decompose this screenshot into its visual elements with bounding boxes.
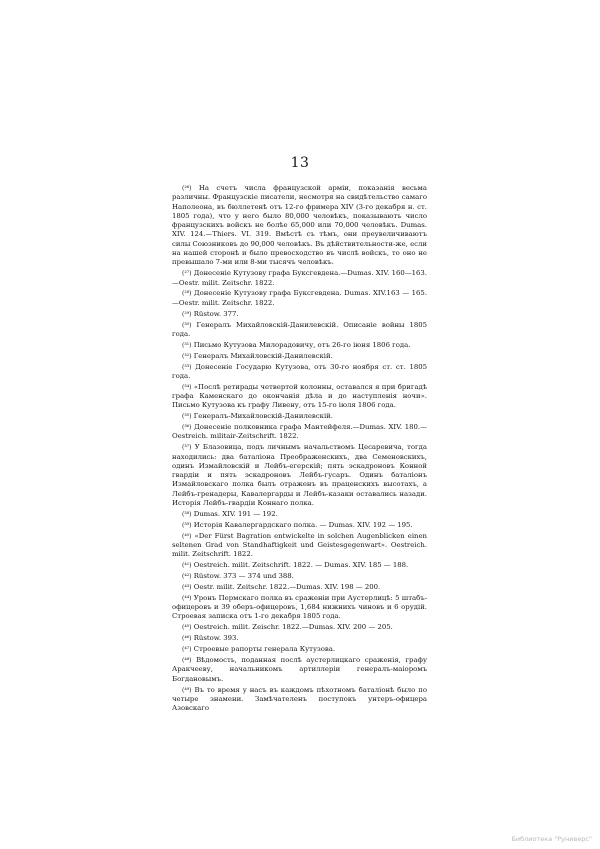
page-number: 13 xyxy=(290,155,310,171)
footnote-number: (⁴⁸) xyxy=(182,657,192,665)
footnote xyxy=(172,532,427,560)
footnote-text: Rüstow. 377. xyxy=(193,309,239,318)
footnote xyxy=(172,572,427,581)
footnote-text: «Der Fürst Bagration entwickelte in solchen Augenblicken einen seltenen Grad von Standhaftigkeit und Geistesgegenwart». Oestreich. milit. Zeitschrift. 1822. xyxy=(172,531,427,559)
footnotes xyxy=(172,184,427,715)
footnote xyxy=(172,656,427,684)
footnote-number: (³⁰) xyxy=(182,321,192,329)
footnote-text: На счетъ числа французской арміи, показанія весьма различны. Французскіе писатели, несмотря на свидѣтельство самаго Наполеона, въ бюллетенѣ отъ 12-го фримера XIV (3-го декабря н. ст. 1805 года), что у него было 80,000 человѣкъ, показываютъ число французскихъ войскъ не болѣе 65,000 или 70,000 человѣкъ. Dumas. XIV. 124.—Thiers. VI. 319. Вмѣстѣ съ тѣмъ, они преувеличиваютъ силы Союзниковъ до 90,000 человѣкъ. Въ дѣйствительности-же, если на нашей сторонѣ и было превосходство въ числѣ войскъ, то оно не превышало 7-ми или 8-ми тысячъ человѣкъ. xyxy=(172,184,427,267)
footnote-number: (³²) xyxy=(182,352,192,360)
footnote-number: (⁴⁶) xyxy=(182,635,192,643)
footnote-text: Генералъ Михайловскій-Данилевскій. Описаніе войны 1805 года. xyxy=(172,320,427,338)
footnote xyxy=(172,341,427,350)
footnote-number: (⁴⁵) xyxy=(182,624,192,632)
footnote-number: (³⁴) xyxy=(182,383,192,391)
footnote-text: Oestreich. milit. Zeischr. 1822.—Dumas. XIV. 200 — 205. xyxy=(193,623,393,632)
footnote xyxy=(172,383,427,411)
footnote xyxy=(172,412,427,421)
footnote xyxy=(172,443,427,508)
footnote-number: (³⁵) xyxy=(182,413,192,421)
footnote xyxy=(172,321,427,340)
footnote xyxy=(172,521,427,530)
footnote-text: Строевые рапорты генерала Кутузова. xyxy=(193,645,336,654)
footnote-number: (⁴²) xyxy=(182,573,192,581)
footnote-text: У Блазовица, подъ личнымъ начальствомъ Цесаревича, тогда находились: два баталіона Преображенскихъ, два Семеновскихъ, одинъ Измайловскій и Лейбъ-егерскій; пять эскадроновъ Конной гвардіи и пять эскадроновъ Лейбъ-гусаръ. Одинъ баталіонъ Измайловскаго полка былъ отраженъ въ праценскихъ высотахъ, а Лейбъ-гренадеры, Кавалергарды и Лейбъ-казаки оставались назади. Исторія Лейбъ-гвардіи Коннаго полка. xyxy=(172,443,427,508)
footnote xyxy=(172,510,427,519)
footnote-number: (³¹) xyxy=(182,341,192,349)
footnote-text: «Послѣ ретирады четвертой колонны, оставался я при бригадѣ графа Каменскаго до окончанія дѣла и до наступленія ночи». Письмо Кутузова къ графу Ливену, отъ 15-го іюля 1806 года. xyxy=(172,382,427,410)
footnote xyxy=(172,594,427,622)
footnote-text: Генералъ Михайловскій-Данилевскій. xyxy=(193,351,333,360)
footnote-text: Письмо Кутузова Милорадовичу, отъ 26-го іюня 1806 года. xyxy=(193,340,411,349)
footnote-text: Донесеніе полковника графа Мантейфеля.—Dumas. XIV. 180.—Oestreich. militair-Zeitschrift. 1822. xyxy=(172,423,427,441)
footnote-number: (²⁸) xyxy=(182,290,192,298)
footnote-number: (⁴⁰) xyxy=(182,532,192,540)
footnote-number: (⁴³) xyxy=(182,583,192,591)
footnote xyxy=(172,583,427,592)
footnote-number: (³⁶) xyxy=(182,424,192,432)
footnote xyxy=(172,686,427,714)
footnote-number: (³⁹) xyxy=(182,521,192,529)
footnote-number: (²⁷) xyxy=(182,270,192,278)
library-watermark: Библиотека "Руниверс" xyxy=(511,835,592,843)
footnote-number: (³⁸) xyxy=(182,510,192,518)
footnote-text: Rüstow. 393. xyxy=(193,634,239,643)
footnote-number: (⁴⁹) xyxy=(182,686,192,694)
footnote xyxy=(172,623,427,632)
footnote xyxy=(172,634,427,643)
footnote-text: Oestreich. milit. Zeitschrift. 1822. — Dumas. XIV. 185 — 188. xyxy=(193,561,409,570)
footnote xyxy=(172,269,427,288)
footnote-number: (²⁶) xyxy=(182,185,192,192)
footnote-text: Генералъ-Михайловскій-Данилевскій. xyxy=(193,412,333,421)
footnote-text: Донесеніе Кутузову графа Буксгевдена. Dumas. XIV.163 — 165.—Oestr. milit. Zeitschr. 1822. xyxy=(172,289,427,307)
footnote xyxy=(172,184,427,268)
footnote-number: (⁴⁴) xyxy=(182,594,192,602)
footnote-number: (³⁷) xyxy=(182,444,192,452)
footnote-text: Oestr. milit. Zeitschr. 1822.—Dumas. XIV. 198 — 200. xyxy=(193,582,381,591)
footnote xyxy=(172,645,427,654)
footnote-number: (⁴¹) xyxy=(182,562,192,570)
footnote-number: (²⁹) xyxy=(182,310,192,318)
footnote-text: Вѣдомость, поданная послѣ аустерлицкаго сраженія, графу Аракчееву, начальникомъ артиллеріи генералъ-маіоромъ Богдановымъ. xyxy=(172,656,427,683)
footnote xyxy=(172,561,427,570)
footnote xyxy=(172,289,427,308)
footnote-text: Исторія Кавалергардскаго полка. — Dumas. XIV. 192 — 195. xyxy=(193,520,413,529)
footnote-text: Dumas. XIV. 191 — 192. xyxy=(193,509,278,518)
footnote-number: (⁴⁷) xyxy=(182,646,192,654)
footnote-text: Уронъ Пермскаго полка въ сраженіи при Аустерлицѣ: 5 штабъ-офицеровъ и 39 оберъ-офицеровъ, 1,684 нижнихъ чиновъ и 6 орудій. Строевая записка отъ 1-го декабря 1805 года. xyxy=(172,593,427,621)
footnote-text: Донесеніе Государю Кутузова, отъ 30-го ноября ст. ст. 1805 года. xyxy=(172,362,427,380)
footnote-text: Rüstow. 373 — 374 und 388. xyxy=(193,572,294,581)
footnote xyxy=(172,363,427,382)
footnote-text: Донесеніе Кутузову графа Буксгевдена.—Dumas. XIV. 160—163.—Oestr. milit. Zeitschr. 1822. xyxy=(172,269,427,287)
footnote xyxy=(172,352,427,361)
footnote-number: (³³) xyxy=(182,363,192,371)
footnote-text: Въ то время у насъ въ каждомъ пѣхотномъ баталіонѣ было по четыре знамени. Замѣчателенъ поступокъ унтеръ-офицера Азовскаго xyxy=(172,685,427,713)
footnote xyxy=(172,310,427,319)
footnote xyxy=(172,423,427,442)
